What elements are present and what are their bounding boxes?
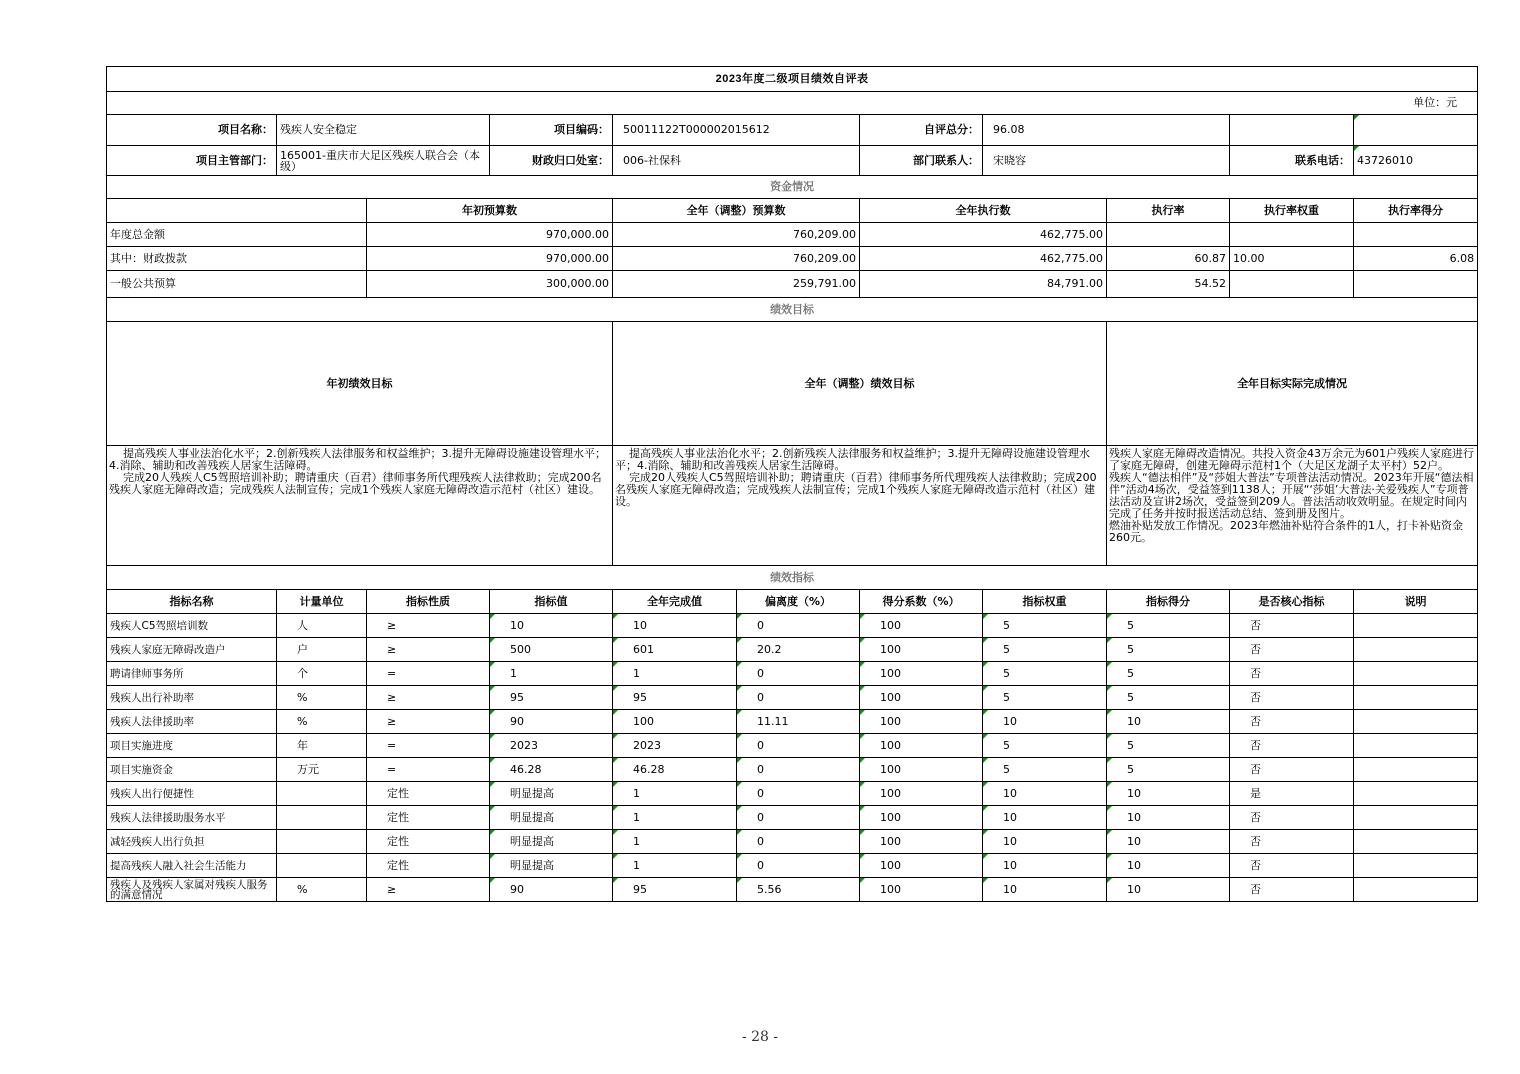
funds-header-blank [107,199,367,223]
indicator-nature: 定性 [367,830,490,854]
indicator-core: 是 [1230,782,1354,806]
indicator-name: 项目实施进度 [107,734,277,758]
indicator-nature: = [367,758,490,782]
indicator-done: 10 [613,614,737,638]
indicator-nature: ≥ [367,686,490,710]
indicator-name: 项目实施资金 [107,758,277,782]
indicator-name: 减轻残疾人出行负担 [107,830,277,854]
indicator-core: 否 [1230,758,1354,782]
indicator-done: 601 [613,638,737,662]
fund-weight [1230,223,1354,247]
indicator-unit [277,806,367,830]
indicator-weight: 10 [983,830,1107,854]
indicator-deviation: 0 [737,854,860,878]
indicator-note [1354,614,1478,638]
indicator-name: 残疾人出行补助率 [107,686,277,710]
page-title: 2023年度二级项目绩效自评表 [107,67,1478,92]
goals-header-actual: 全年目标实际完成情况 [1107,322,1478,446]
indicator-score: 10 [1107,806,1230,830]
indicator-value: 2023 [490,734,613,758]
indicator-header: 得分系数（%） [860,590,983,614]
indicator-row [107,686,1478,710]
indicator-done: 1 [613,662,737,686]
indicator-coefficient: 100 [860,638,983,662]
indicator-score: 10 [1107,854,1230,878]
indicator-value: 10 [490,614,613,638]
indicator-done: 95 [613,878,737,902]
indicator-core: 否 [1230,806,1354,830]
indicator-header: 指标得分 [1107,590,1230,614]
indicator-header: 说明 [1354,590,1478,614]
indicator-deviation: 11.11 [737,710,860,734]
indicator-note [1354,734,1478,758]
fund-adjusted: 760,209.00 [613,247,860,271]
funds-header: 执行率权重 [1230,199,1354,223]
indicator-deviation: 0 [737,686,860,710]
indicator-note [1354,854,1478,878]
indicator-score: 5 [1107,614,1230,638]
indicator-row [107,878,1478,902]
indicator-deviation: 0 [737,734,860,758]
indicator-value: 95 [490,686,613,710]
fund-initial: 970,000.00 [367,247,613,271]
indicator-core: 否 [1230,638,1354,662]
indicator-coefficient: 100 [860,710,983,734]
score-label: 自评总分： [860,115,983,146]
indicator-nature: = [367,734,490,758]
funds-row [107,247,1478,271]
indicator-score: 10 [1107,878,1230,902]
indicator-core: 否 [1230,710,1354,734]
funds-header: 全年（调整）预算数 [613,199,860,223]
indicator-nature: ≥ [367,614,490,638]
indicator-unit: % [277,686,367,710]
indicator-name: 残疾人家庭无障碍改造户 [107,638,277,662]
indicator-coefficient: 100 [860,854,983,878]
indicator-row [107,734,1478,758]
indicator-weight: 10 [983,782,1107,806]
indicator-deviation: 0 [737,782,860,806]
indicator-deviation: 0 [737,758,860,782]
indicator-core: 否 [1230,686,1354,710]
indicator-row [107,638,1478,662]
self-score: 96.08 [983,115,1230,146]
indicator-coefficient: 100 [860,758,983,782]
indicator-weight: 10 [983,710,1107,734]
goals-actual-text: 残疾人家庭无障碍改造情况。共投入资金43万余元为601户残疾人家庭进行了家庭无障碍，创建无障碍示范村1个（大足区龙湖子太平村）52户。 残疾人“德法相伴”及“莎姐大普法”专项普法活动情况。2023年开展“德法相伴”活动4场次，受益签到1138人；开展“‘莎姐’大普法·关爱残疾人”专项普法活动及宣讲2场次，受益签到209人。普法活动收效明显。在规定时间内完成了任务并按时报送活动总结、签到册及图片。 燃油补贴发放工作情况。2023年燃油补贴符合条件的1人，打卡补贴资金260元。 [1107,446,1478,566]
indicator-note [1354,830,1478,854]
indicator-value: 90 [490,878,613,902]
goals-header-initial: 年初绩效目标 [107,322,613,446]
indicator-header: 指标权重 [983,590,1107,614]
indicator-header: 是否核心指标 [1230,590,1354,614]
indicator-row [107,782,1478,806]
indicator-done: 1 [613,806,737,830]
indicator-note [1354,710,1478,734]
indicator-weight: 5 [983,638,1107,662]
indicator-weight: 10 [983,878,1107,902]
indicator-deviation: 0 [737,830,860,854]
goals-initial-text: 提高残疾人事业法治化水平；2.创新残疾人法律服务和权益维护；3.提升无障碍设施建设管理水平；4.消除、辅助和改善残疾人居家生活障碍。 完成20人残疾人C5驾照培训补助；聘请重庆（百君）律师事务所代理残疾人法律救助；完成200名残疾人家庭无障碍改造；完成残疾人法制宣传；完成1个残疾人家庭无障碍改造示范村（社区）建设。 [107,446,613,566]
indicator-done: 2023 [613,734,737,758]
contact-label: 部门联系人： [860,146,983,176]
indicator-weight: 10 [983,806,1107,830]
indicator-unit: 年 [277,734,367,758]
finance-value: 006-社保科 [613,146,860,176]
indicator-nature: ≥ [367,878,490,902]
funds-header: 执行率 [1107,199,1230,223]
indicator-unit [277,854,367,878]
funds-row [107,223,1478,247]
indicator-header: 指标值 [490,590,613,614]
fund-name: 年度总金额 [107,223,367,247]
indicator-value: 明显提高 [490,806,613,830]
indicator-note [1354,686,1478,710]
funds-section-title: 资金情况 [107,176,1478,199]
indicator-deviation: 0 [737,806,860,830]
finance-label: 财政归口处室： [490,146,613,176]
indicator-done: 46.28 [613,758,737,782]
indicator-core: 否 [1230,662,1354,686]
indicator-value: 明显提高 [490,782,613,806]
indicator-done: 1 [613,854,737,878]
indicator-coefficient: 100 [860,734,983,758]
fund-initial: 300,000.00 [367,271,613,298]
indicator-unit: 万元 [277,758,367,782]
indicator-score: 5 [1107,758,1230,782]
indicator-deviation: 20.2 [737,638,860,662]
indicator-weight: 10 [983,854,1107,878]
indicator-nature: 定性 [367,782,490,806]
indicator-row [107,710,1478,734]
indicator-unit: 户 [277,638,367,662]
project-name-label: 项目名称： [107,115,277,146]
fund-executed: 462,775.00 [860,223,1107,247]
indicator-name: 残疾人出行便捷性 [107,782,277,806]
indicator-note [1354,638,1478,662]
fund-score: 6.08 [1354,247,1478,271]
project-code-label: 项目编码： [490,115,613,146]
indicator-row [107,854,1478,878]
dept-value: 165001-重庆市大足区残疾人联合会（本级） [277,146,490,176]
unit-label: 单位：元 [107,92,1478,115]
fund-rate [1107,223,1230,247]
indicator-header: 偏离度（%） [737,590,860,614]
funds-header: 执行率得分 [1354,199,1478,223]
indicator-unit [277,830,367,854]
indicator-note [1354,878,1478,902]
indicator-nature: 定性 [367,806,490,830]
indicator-score: 10 [1107,830,1230,854]
goals-adjusted-text: 提高残疾人事业法治化水平；2.创新残疾人法律服务和权益维护；3.提升无障碍设施建设管理水平；4.消除、辅助和改善残疾人居家生活障碍。 完成20人残疾人C5驾照培训补助；聘请重庆（百君）律师事务所代理残疾人法律救助；完成200名残疾人家庭无障碍改造；完成残疾人法制宣传；完成1个残疾人家庭无障碍改造示范村（社区）建设。 [613,446,1107,566]
fund-adjusted: 259,791.00 [613,271,860,298]
fund-adjusted: 760,209.00 [613,223,860,247]
indicator-done: 95 [613,686,737,710]
funds-header: 年初预算数 [367,199,613,223]
indicator-nature: ≥ [367,638,490,662]
indicator-done: 100 [613,710,737,734]
fund-executed: 462,775.00 [860,247,1107,271]
phone-label: 联系电话： [1230,146,1354,176]
indicator-score: 10 [1107,710,1230,734]
indicator-weight: 5 [983,662,1107,686]
indicator-value: 1 [490,662,613,686]
indicator-header: 全年完成值 [613,590,737,614]
indicator-deviation: 0 [737,614,860,638]
indicator-header: 计量单位 [277,590,367,614]
indicator-note [1354,806,1478,830]
funds-header: 全年执行数 [860,199,1107,223]
page-number: - 28 - [741,1029,779,1045]
indicator-deviation: 0 [737,662,860,686]
goals-header-adjusted: 全年（调整）绩效目标 [613,322,1107,446]
project-name: 残疾人安全稳定 [277,115,490,146]
indicator-unit: % [277,710,367,734]
indicator-score: 5 [1107,662,1230,686]
indicator-nature: 定性 [367,854,490,878]
indicator-note [1354,758,1478,782]
fund-name: 一般公共预算 [107,271,367,298]
indicator-header: 指标性质 [367,590,490,614]
indicator-name: 残疾人及残疾人家属对残疾人服务的满意情况 [107,878,277,902]
phone-value: 43726010 [1354,146,1478,176]
indicator-core: 否 [1230,614,1354,638]
contact-value: 宋晓容 [983,146,1230,176]
fund-weight: 10.00 [1230,247,1354,271]
indicator-row [107,830,1478,854]
indicator-name: 残疾人法律援助服务水平 [107,806,277,830]
indicator-coefficient: 100 [860,662,983,686]
blank-cell [1354,115,1478,146]
indicator-coefficient: 100 [860,830,983,854]
indicator-done: 1 [613,782,737,806]
performance-table [106,66,1478,902]
indicator-done: 1 [613,830,737,854]
indicator-value: 500 [490,638,613,662]
indicator-coefficient: 100 [860,806,983,830]
indicator-value: 明显提高 [490,854,613,878]
indicator-score: 5 [1107,686,1230,710]
funds-row [107,271,1478,298]
indicator-core: 否 [1230,854,1354,878]
indicator-value: 明显提高 [490,830,613,854]
dept-label: 项目主管部门： [107,146,277,176]
blank-cell [1230,115,1354,146]
indicator-score: 5 [1107,638,1230,662]
indicator-coefficient: 100 [860,878,983,902]
indicator-coefficient: 100 [860,614,983,638]
fund-executed: 84,791.00 [860,271,1107,298]
fund-score [1354,271,1478,298]
indicator-name: 残疾人C5驾照培训数 [107,614,277,638]
project-code: 50011122T000002015612 [613,115,860,146]
indicator-note [1354,662,1478,686]
indicator-name: 残疾人法律援助率 [107,710,277,734]
indicator-deviation: 5.56 [737,878,860,902]
indicator-unit: 人 [277,614,367,638]
fund-weight [1230,271,1354,298]
indicator-weight: 5 [983,686,1107,710]
indicator-unit: 个 [277,662,367,686]
indicator-note [1354,782,1478,806]
indicator-core: 否 [1230,830,1354,854]
indicator-name: 聘请律师事务所 [107,662,277,686]
fund-rate: 54.52 [1107,271,1230,298]
fund-rate: 60.87 [1107,247,1230,271]
indicator-core: 否 [1230,878,1354,902]
indicator-unit [277,782,367,806]
indicators-section-title: 绩效指标 [107,566,1478,590]
goals-section-title: 绩效目标 [107,298,1478,322]
indicator-core: 否 [1230,734,1354,758]
indicator-row [107,806,1478,830]
indicator-coefficient: 100 [860,782,983,806]
indicator-unit: % [277,878,367,902]
fund-name: 其中：财政拨款 [107,247,367,271]
indicator-weight: 5 [983,734,1107,758]
indicator-name: 提高残疾人融入社会生活能力 [107,854,277,878]
indicator-row [107,662,1478,686]
fund-initial: 970,000.00 [367,223,613,247]
indicator-weight: 5 [983,758,1107,782]
indicator-nature: = [367,662,490,686]
indicator-score: 5 [1107,734,1230,758]
indicator-score: 10 [1107,782,1230,806]
indicator-nature: ≥ [367,710,490,734]
fund-score [1354,223,1478,247]
indicator-row [107,614,1478,638]
indicator-value: 90 [490,710,613,734]
indicator-row [107,758,1478,782]
indicator-value: 46.28 [490,758,613,782]
indicator-header: 指标名称 [107,590,277,614]
indicator-weight: 5 [983,614,1107,638]
indicator-coefficient: 100 [860,686,983,710]
